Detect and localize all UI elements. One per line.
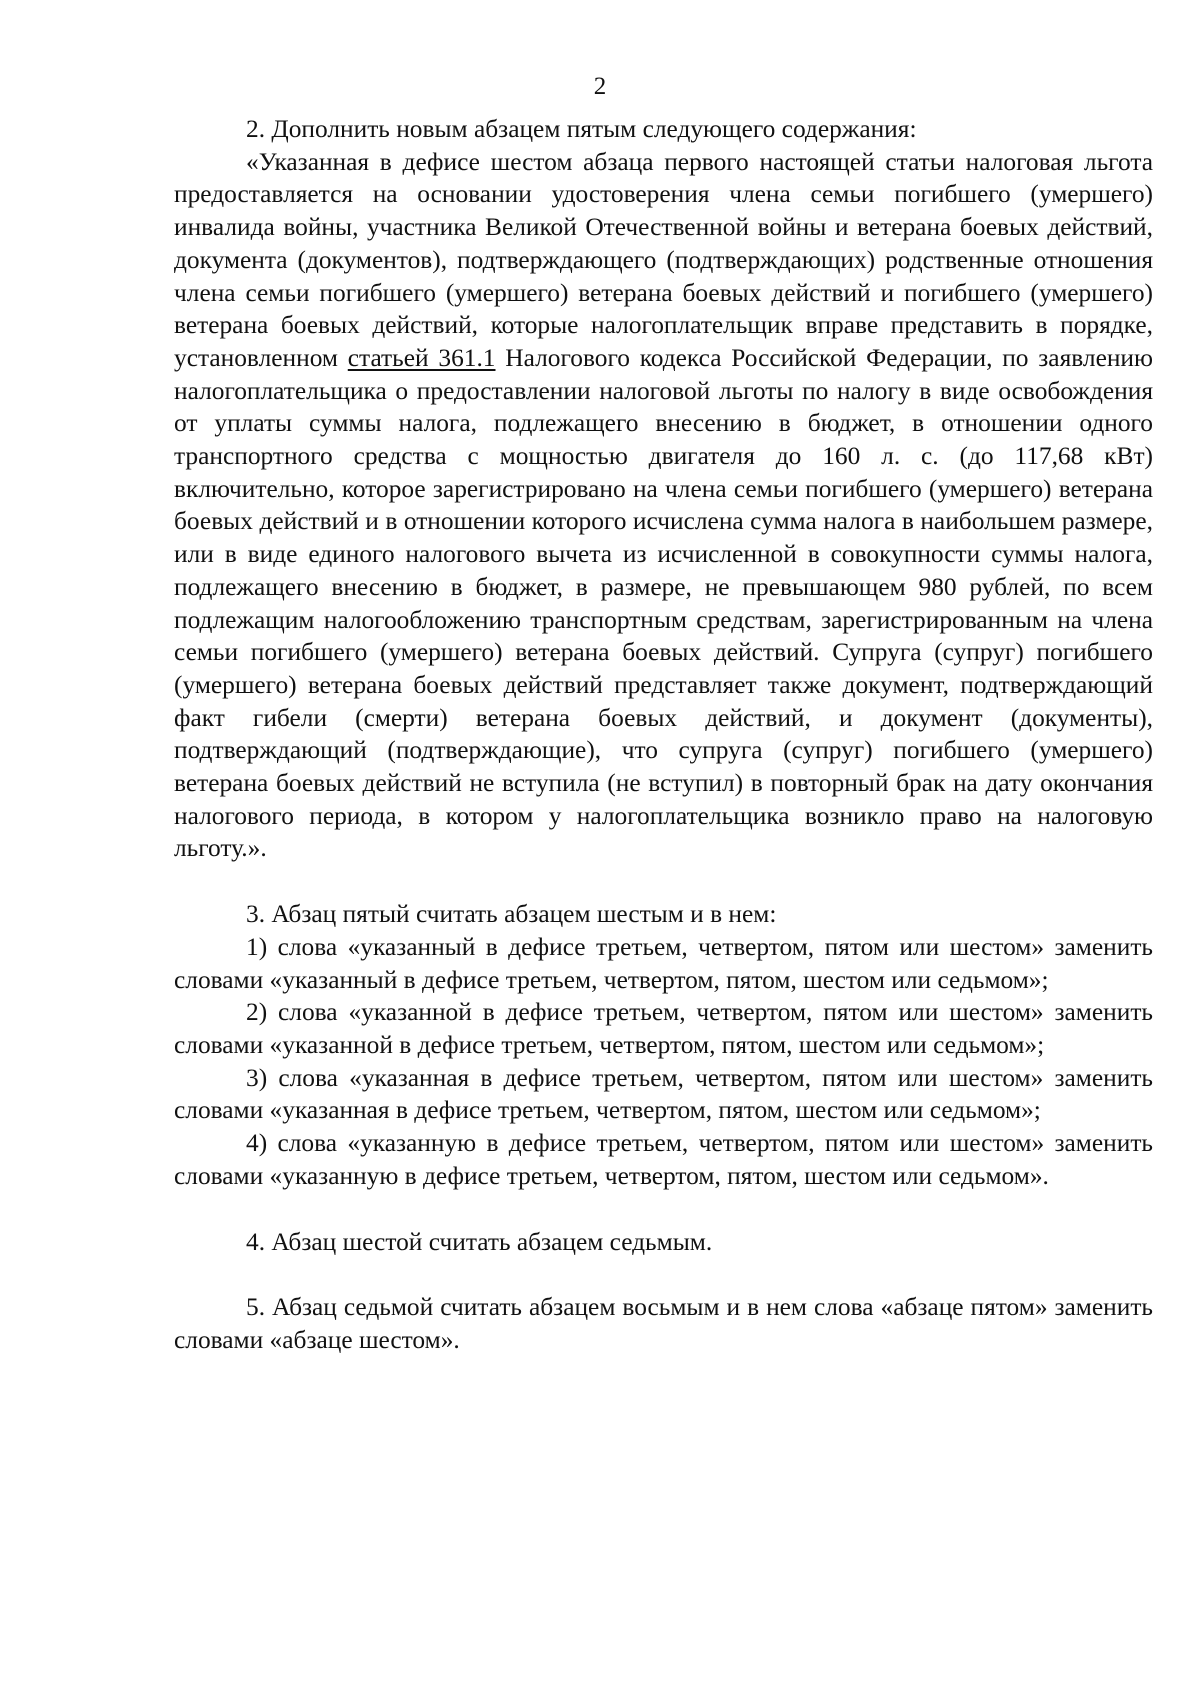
item-2-quoted-paragraph bbox=[174, 146, 1153, 865]
article-361-1-link[interactable]: статьей 361.1 bbox=[347, 343, 496, 372]
quote-text-end: Налогового кодекса Российской Федерации, по заявлению налогоплательщика о предоставлении налоговой льготы по налогу в виде освобождения от уплаты суммы налога, подлежащего внесению в бюджет, в отношении одного транспортного средства с мощностью двигателя до 160 л. с. (до 117,68 кВт) включительно, которое зарегистрировано на члена семьи погибшего (умершего) ветерана боевых действий и в отношении которого исчислена сумма налога в наибольшем размере, или в виде единого налогового вычета из исчисленной в совокупности суммы налога, подлежащего внесению в бюджет, в размере, не превышающем 980 рублей, по всем подлежащим налогообложению транспортным средствам, зарегистрированным на члена семьи погибшего (умершего) ветерана боевых действий. Супруга (супруг) погибшего (умершего) ветерана боевых действий представляет также документ, подтверждающий факт гибели (смерти) ветерана боевых действий, и документ (документы), подтверждающий (подтверждающие), что супруга (супруг) погибшего (умершего) ветерана боевых действий не вступила (не вступил) в повторный брак на дату окончания налогового периода, в котором у налогоплательщика возникло право на налоговую льготу.». bbox=[174, 343, 1153, 863]
paragraph-gap bbox=[174, 1258, 1153, 1291]
quote-text-start: «Указанная в дефисе шестом абзаца первого настоящей статьи налоговая льгота предоставляется на основании удостоверения члена семьи погибшего (умершего) инвалида войны, участника Великой Отечественной войны и ветерана боевых действий, документа (документов), подтверждающего (подтверждающих) родственные отношения члена семьи погибшего (умершего) ветерана боевых действий и погибшего (умершего) ветерана боевых действий, которые налогоплательщик вправе представить в порядке, установленном bbox=[174, 147, 1153, 372]
item-3-subitem-3: 3) слова «указанная в дефисе третьем, четвертом, пятом или шестом» заменить словами «указанная в дефисе третьем, четвертом, пятом, шестом или седьмом»; bbox=[174, 1063, 1153, 1125]
item-3-subitem-2: 2) слова «указанной в дефисе третьем, четвертом, пятом или шестом» заменить словами «указанной в дефисе третьем, четвертом, пятом, шестом или седьмом»; bbox=[174, 998, 1153, 1059]
document-body bbox=[174, 113, 1153, 1357]
item-4: 4. Абзац шестой считать абзацем седьмым. bbox=[246, 1227, 713, 1256]
item-5: 5. Абзац седьмой считать абзацем восьмым и в нем слова «абзаце пятом» заменить словами «абзаце шестом». bbox=[174, 1293, 1153, 1354]
paragraph-gap bbox=[174, 1193, 1153, 1226]
item-3-subitem-1: 1) слова «указанный в дефисе третьем, четвертом, пятом или шестом» заменить словами «указанный в дефисе третьем, четвертом, пятом, шестом или седьмом»; bbox=[174, 932, 1153, 994]
item-3-subitem-4: 4) слова «указанную в дефисе третьем, четвертом, пятом или шестом» заменить словами «указанную в дефисе третьем, четвертом, пятом, шестом или седьмом». bbox=[174, 1129, 1153, 1190]
item-3-heading: 3. Абзац пятый считать абзацем шестым и в нем: bbox=[246, 900, 777, 929]
page-number: 2 bbox=[593, 73, 607, 100]
paragraph-gap bbox=[174, 865, 1153, 898]
item-2-heading: 2. Дополнить новым абзацем пятым следующего содержания: bbox=[246, 115, 917, 143]
